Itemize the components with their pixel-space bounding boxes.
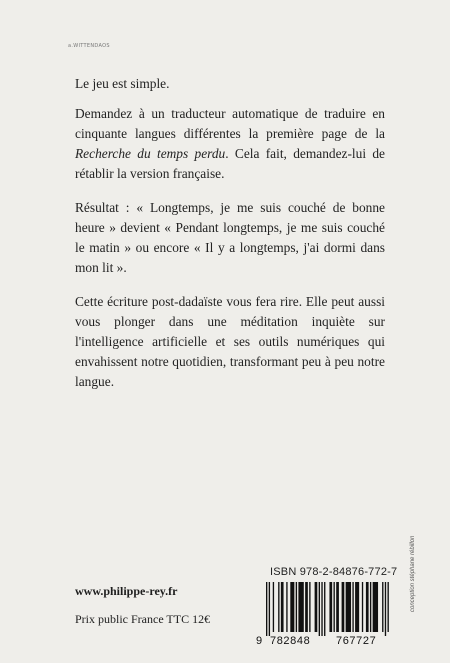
book-title: Recherche du temps perdu	[75, 146, 226, 161]
barcode-bar	[342, 582, 345, 632]
barcode-bar	[373, 582, 378, 632]
publisher-website: www.philippe-rey.fr	[75, 584, 178, 598]
barcode-bar	[266, 582, 267, 636]
price-label: Prix public France TTC 12€	[75, 612, 211, 626]
blurb-text	[75, 74, 385, 406]
barcode-bar	[382, 582, 383, 632]
paragraph-instructions-end: . Cela fait, demandez-lui de rétablir la version française.	[75, 146, 385, 181]
top-mark: a.WITTENDAOS	[68, 43, 110, 49]
barcode-bar	[362, 582, 363, 632]
design-credit: conception stéphane rébillon	[410, 535, 416, 612]
barcode-bar	[296, 582, 297, 632]
barcode-bar	[315, 582, 318, 632]
barcode-bar	[273, 582, 274, 632]
barcode-bar	[298, 582, 303, 632]
barcode-bar	[334, 582, 335, 632]
paragraph-instructions	[75, 104, 385, 184]
barcode-bar	[355, 582, 359, 632]
barcode-bar	[370, 582, 371, 632]
barcode-lead-digit: 9	[256, 635, 263, 647]
barcode-bar	[324, 582, 325, 636]
barcode-bar	[366, 582, 369, 632]
barcode-bar	[269, 582, 270, 636]
barcode-bar	[309, 582, 310, 632]
paragraph-intro: Le jeu est simple.	[75, 76, 170, 91]
barcode-bar	[319, 582, 320, 636]
barcode-bars	[256, 582, 406, 636]
barcode-bar	[305, 582, 308, 632]
barcode-bar	[346, 582, 351, 632]
barcode-digits-group-2: 767727	[336, 635, 377, 647]
barcode-bar	[321, 582, 322, 636]
barcode-bar	[385, 582, 386, 636]
barcode-bar	[290, 582, 294, 632]
paragraph-reflection: Cette écriture post-dadaïste vous fera rire. Elle peut aussi vous plonger dans une méditation inquiète sur l'intelligence artificielle et ses outils numériques qui envahissent notre quotidien, transformant peu à peu notre langue.	[75, 294, 385, 389]
barcode-bar	[329, 582, 332, 632]
isbn-label: ISBN 978-2-84876-772-7	[270, 566, 398, 578]
paragraph-result: Résultat : « Longtemps, je me suis couché de bonne heure » devient « Pendant longtemps, je me suis couché le matin » ou encore « Il y a longtemps, j'ai dormi dans mon lit ».	[75, 200, 385, 275]
barcode-bar	[352, 582, 353, 632]
barcode-bar	[278, 582, 279, 632]
barcode	[256, 582, 406, 636]
paragraph-instructions-start: Demandez à un traducteur automatique de traduire en cinquante langues différentes la première page de la	[75, 106, 385, 141]
barcode-bar	[286, 582, 287, 632]
barcode-bar	[336, 582, 339, 632]
barcode-bar	[388, 582, 389, 632]
barcode-bar	[281, 582, 284, 632]
barcode-digits-group-1: 782848	[270, 635, 311, 647]
barcode-digits	[256, 635, 406, 647]
